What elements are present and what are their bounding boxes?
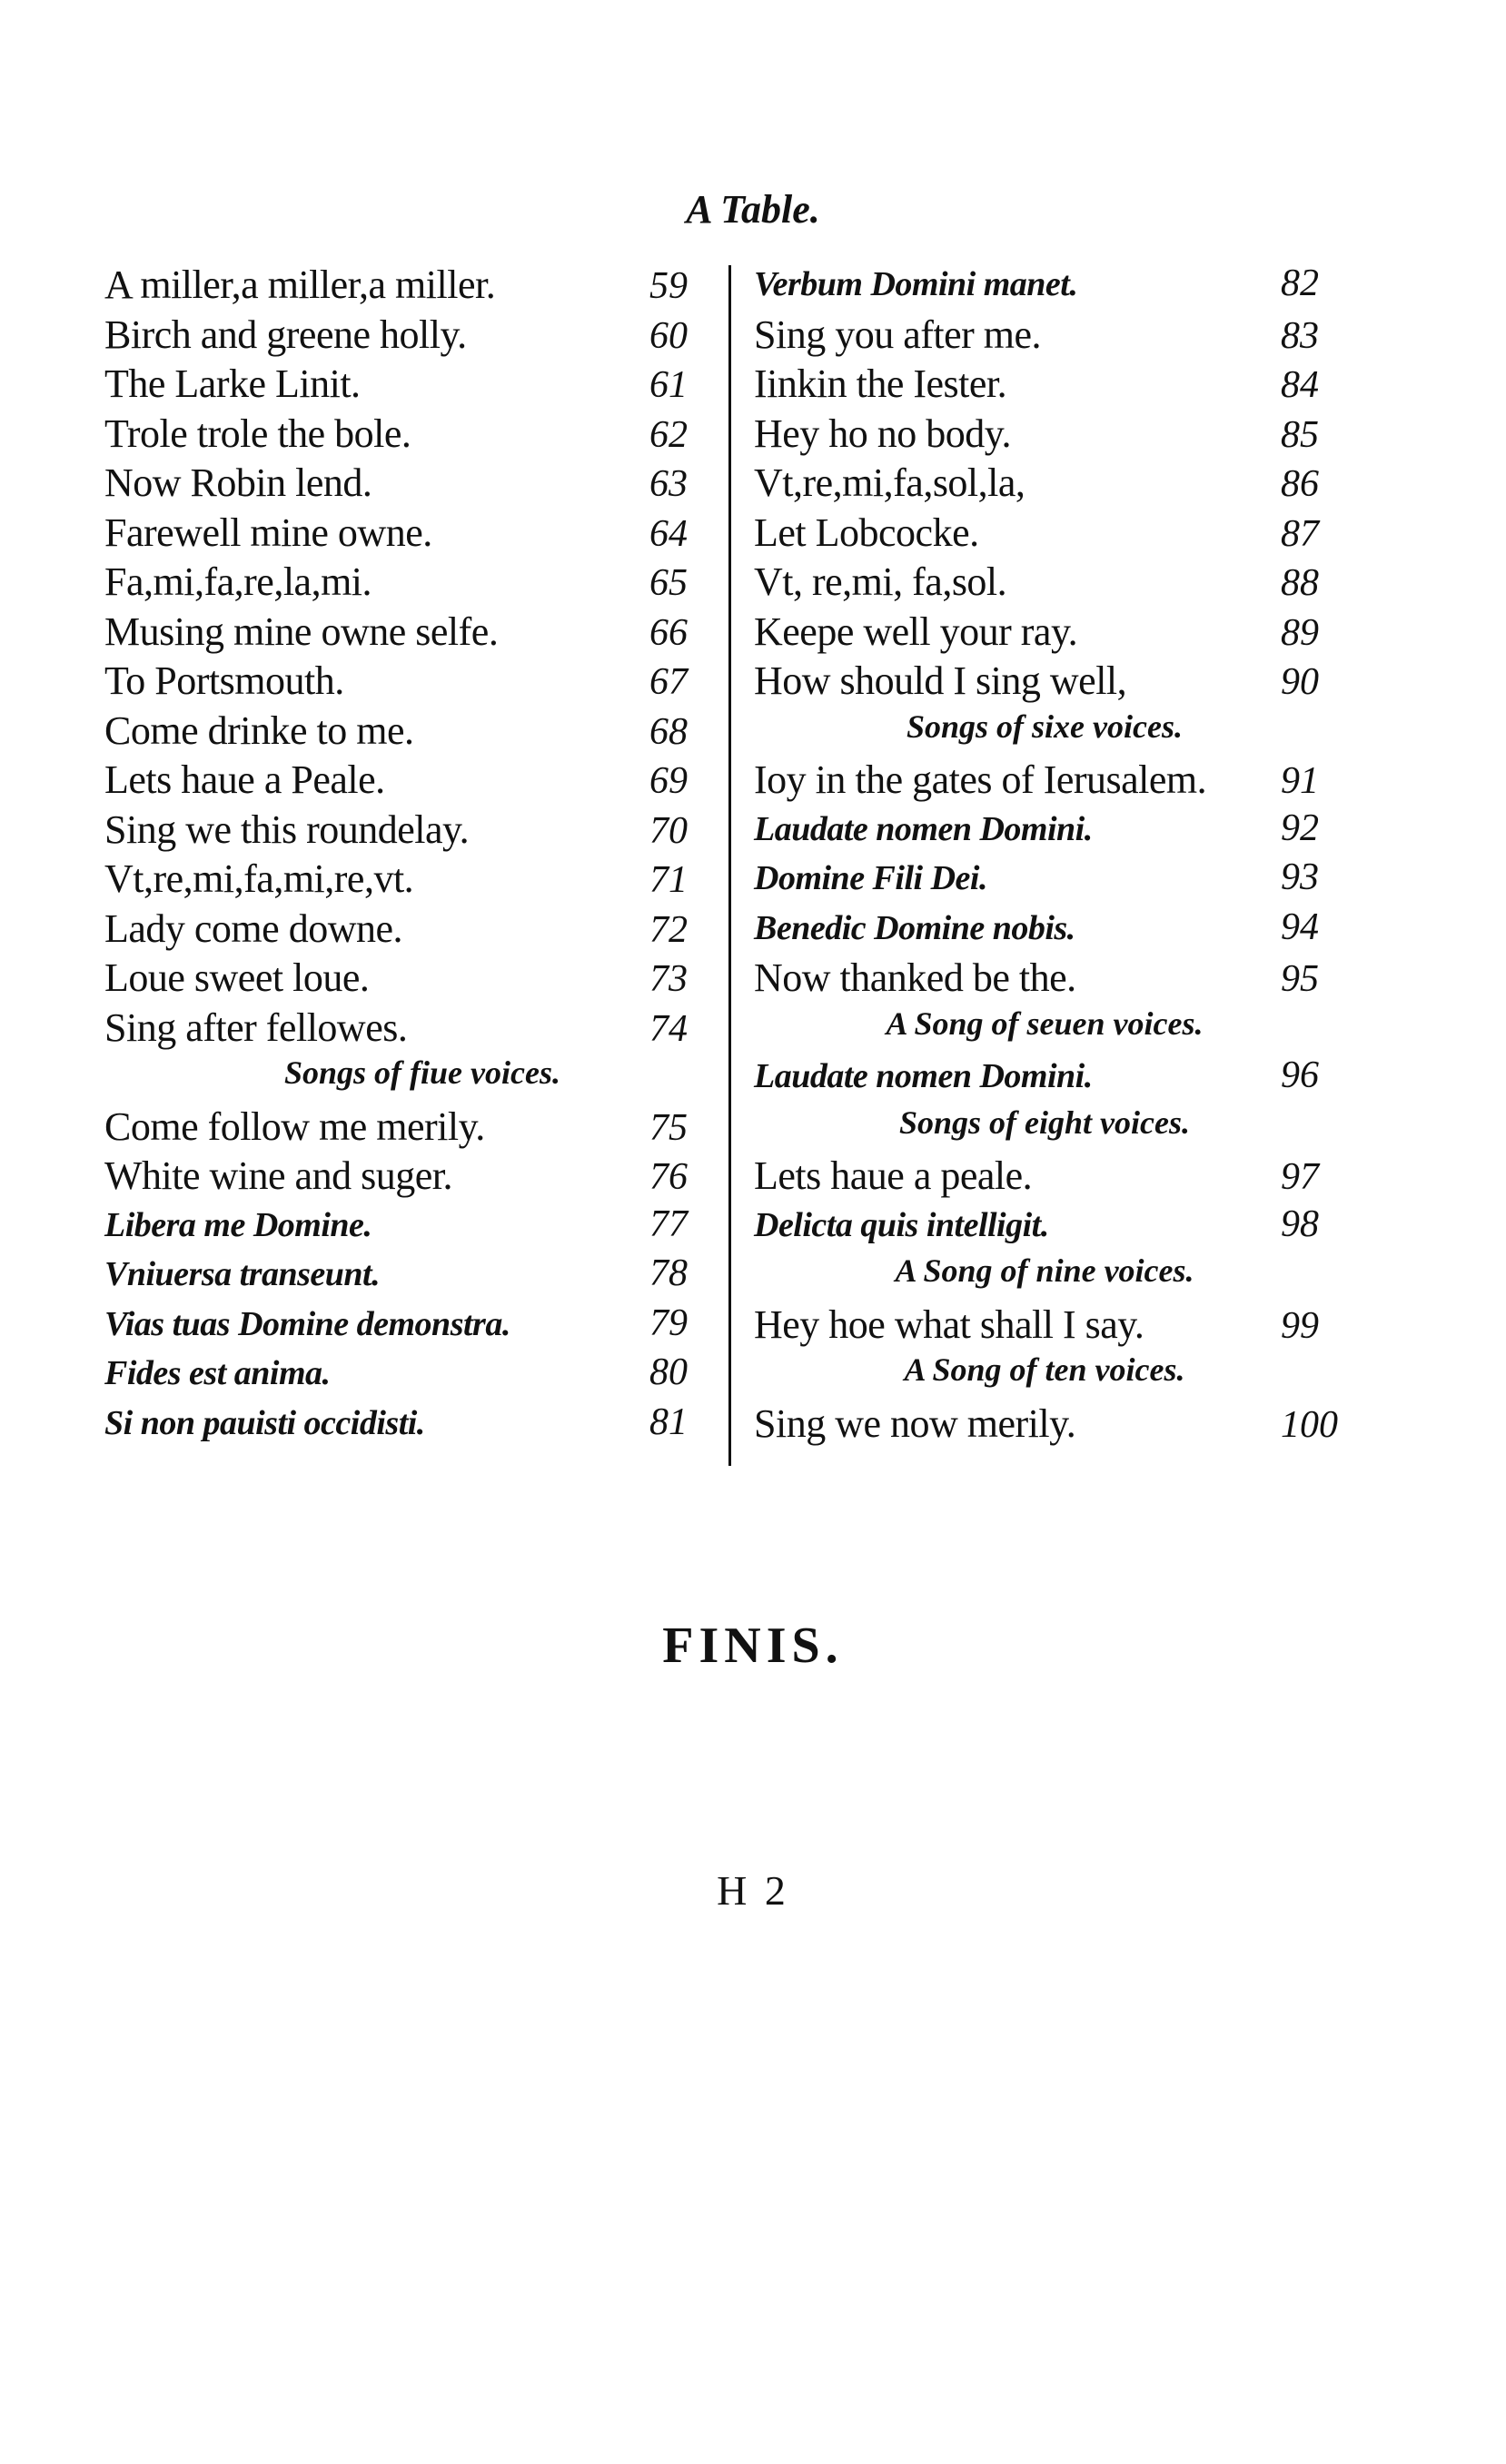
page-number: 73: [649, 958, 688, 1000]
section-heading-row: [754, 1004, 1299, 1054]
section-heading: A Song of seuen voices.: [886, 1004, 1204, 1042]
signature-mark: H 2: [717, 1867, 789, 1914]
section-heading-row: [754, 1252, 1299, 1301]
section-heading-row: [754, 708, 1299, 757]
song-title: The Larke Linit.: [104, 361, 361, 406]
song-title: Domine Fili Dei.: [754, 859, 987, 897]
song-title: Sing we this roundelay.: [104, 806, 470, 852]
page-number: 94: [1281, 905, 1319, 948]
contents-entry: [104, 1400, 740, 1450]
page-number: 90: [1281, 661, 1319, 703]
song-title: Farewell mine owne.: [104, 510, 432, 555]
page-number: 70: [649, 809, 688, 852]
page-number: 72: [649, 908, 688, 951]
section-heading: A Song of ten voices.: [904, 1351, 1185, 1388]
song-title: Vt, re,mi, fa,sol.: [754, 559, 1007, 604]
section-heading: Songs of fiue voices.: [284, 1054, 560, 1091]
song-title: How should I sing well,: [754, 658, 1127, 703]
song-title: Now thanked be the.: [754, 955, 1076, 1000]
right-contents-column: [754, 262, 1353, 1450]
page-number: 92: [1281, 806, 1319, 849]
page-number: 81: [649, 1400, 688, 1443]
song-title: Keepe well your ray.: [754, 609, 1078, 654]
song-title: To Portsmouth.: [104, 658, 344, 703]
contents-entry: [104, 1004, 740, 1054]
page-number: 82: [1281, 262, 1319, 304]
contents-entry: [104, 1202, 740, 1252]
page-number: 66: [649, 611, 688, 654]
contents-entry: [104, 411, 740, 460]
song-title: Si non pauisti occidisti.: [104, 1403, 425, 1442]
page-number: 59: [649, 265, 688, 307]
page-number: 63: [649, 463, 688, 505]
page-number: 85: [1281, 413, 1319, 456]
song-title: Lets haue a peale.: [754, 1153, 1033, 1198]
page-number: 60: [649, 314, 688, 357]
song-title: Come follow me merily.: [104, 1103, 485, 1149]
song-title: Iinkin the Iester.: [754, 361, 1007, 406]
contents-entry: [104, 559, 740, 609]
contents-entry: [104, 1103, 740, 1153]
song-title: Laudate nomen Domini.: [754, 809, 1093, 848]
song-title: Hey ho no body.: [754, 411, 1011, 456]
page-number: 86: [1281, 463, 1319, 505]
contents-entry: [754, 1301, 1353, 1351]
song-title: Sing you after me.: [754, 312, 1042, 357]
section-heading: A Song of nine voices.: [895, 1252, 1194, 1289]
contents-entry: [104, 361, 740, 411]
contents-entry: [104, 1301, 740, 1351]
section-heading: Songs of eight voices.: [899, 1103, 1190, 1141]
contents-entry: [104, 905, 740, 955]
column-divider: [728, 265, 731, 1466]
page-number: 71: [649, 859, 688, 901]
page-number: 87: [1281, 512, 1319, 555]
song-title: Ioy in the gates of Ierusalem.: [754, 757, 1207, 802]
page-number: 97: [1281, 1156, 1319, 1198]
contents-entry: [754, 955, 1353, 1004]
song-title: Fides est anima.: [104, 1354, 331, 1392]
contents-entry: [104, 708, 740, 757]
song-title: Sing after fellowes.: [104, 1004, 408, 1050]
contents-entry: [754, 856, 1353, 905]
song-title: Verbum Domini manet.: [754, 265, 1078, 303]
contents-entry: [754, 609, 1353, 658]
contents-entry: [104, 658, 740, 708]
section-heading-row: [104, 1054, 686, 1103]
contents-entry: [754, 460, 1353, 510]
finis-mark: FINIS.: [662, 1618, 844, 1674]
contents-entry: [754, 361, 1353, 411]
contents-entry: [754, 806, 1353, 856]
contents-entry: [754, 658, 1353, 708]
contents-entry: [104, 806, 740, 856]
page-number: 76: [649, 1156, 688, 1198]
song-title: Lady come downe.: [104, 905, 402, 951]
page-number: 64: [649, 512, 688, 555]
contents-entry: [104, 757, 740, 806]
contents-entry: [104, 262, 740, 312]
page-number: 75: [649, 1106, 688, 1149]
page-number: 98: [1281, 1202, 1319, 1245]
page-header: A Table.: [686, 187, 820, 232]
contents-entry: [754, 1153, 1353, 1202]
page-number: 79: [649, 1301, 688, 1344]
contents-entry: [754, 559, 1353, 609]
contents-entry: [754, 905, 1353, 955]
song-title: Let Lobcocke.: [754, 510, 979, 555]
section-heading-row: [754, 1351, 1299, 1400]
song-title: Loue sweet loue.: [104, 955, 370, 1000]
contents-entry: [104, 1252, 740, 1301]
page-number: 83: [1281, 314, 1319, 357]
contents-entry: [754, 411, 1353, 460]
song-title: Lets haue a Peale.: [104, 757, 385, 802]
section-heading-row: [754, 1103, 1299, 1153]
song-title: Benedic Domine nobis.: [754, 908, 1075, 947]
song-title: Musing mine owne selfe.: [104, 609, 499, 654]
contents-entry: [104, 312, 740, 361]
page-number: 80: [649, 1351, 688, 1393]
contents-entry: [754, 510, 1353, 559]
page-number: 65: [649, 562, 688, 604]
contents-entry: [104, 460, 740, 510]
page-number: 67: [649, 661, 688, 703]
song-title: Fa,mi,fa,re,la,mi.: [104, 559, 372, 604]
song-title: Vniuersa transeunt.: [104, 1255, 381, 1293]
song-title: A miller,a miller,a miller.: [104, 262, 496, 307]
song-title: Birch and greene holly.: [104, 312, 467, 357]
page-number: 68: [649, 710, 688, 753]
contents-entry: [754, 312, 1353, 361]
section-heading: Songs of sixe voices.: [907, 708, 1183, 745]
page-number: 78: [649, 1252, 688, 1294]
song-title: Libera me Domine.: [104, 1205, 372, 1244]
page-number: 89: [1281, 611, 1319, 654]
contents-entry: [754, 262, 1353, 312]
song-title: Laudate nomen Domini.: [754, 1057, 1093, 1095]
contents-entry: [104, 1351, 740, 1400]
page-number: 96: [1281, 1054, 1319, 1096]
song-title: Come drinke to me.: [104, 708, 414, 753]
contents-entry: [104, 510, 740, 559]
left-contents-column: [104, 262, 740, 1450]
page-number: 61: [649, 364, 688, 406]
page-number: 99: [1281, 1304, 1319, 1347]
song-title: Now Robin lend.: [104, 460, 372, 505]
page-number: 93: [1281, 856, 1319, 898]
page-number: 95: [1281, 958, 1319, 1000]
song-title: Vt,re,mi,fa,mi,re,vt.: [104, 856, 414, 901]
song-title: White wine and suger.: [104, 1153, 452, 1198]
page-number: 62: [649, 413, 688, 456]
song-title: Delicta quis intelligit.: [754, 1205, 1049, 1244]
page-number: 88: [1281, 562, 1319, 604]
song-title: Vt,re,mi,fa,sol,la,: [754, 460, 1025, 505]
contents-entry: [754, 1202, 1353, 1252]
contents-entry: [754, 1400, 1353, 1450]
page-number: 84: [1281, 364, 1319, 406]
song-title: Trole trole the bole.: [104, 411, 411, 456]
song-title: Hey hoe what shall I say.: [754, 1301, 1144, 1347]
contents-entry: [104, 1153, 740, 1202]
page-number: 69: [649, 760, 688, 802]
song-title: Sing we now merily.: [754, 1400, 1076, 1446]
contents-entry: [104, 955, 740, 1004]
contents-entry: [104, 609, 740, 658]
page-number: 91: [1281, 760, 1319, 802]
page-number: 77: [649, 1202, 688, 1245]
page-number: 74: [649, 1007, 688, 1050]
page-number: 100: [1281, 1403, 1338, 1446]
contents-entry: [104, 856, 740, 905]
contents-entry: [754, 1054, 1353, 1103]
contents-entry: [754, 757, 1353, 806]
song-title: Vias tuas Domine demonstra.: [104, 1304, 510, 1343]
